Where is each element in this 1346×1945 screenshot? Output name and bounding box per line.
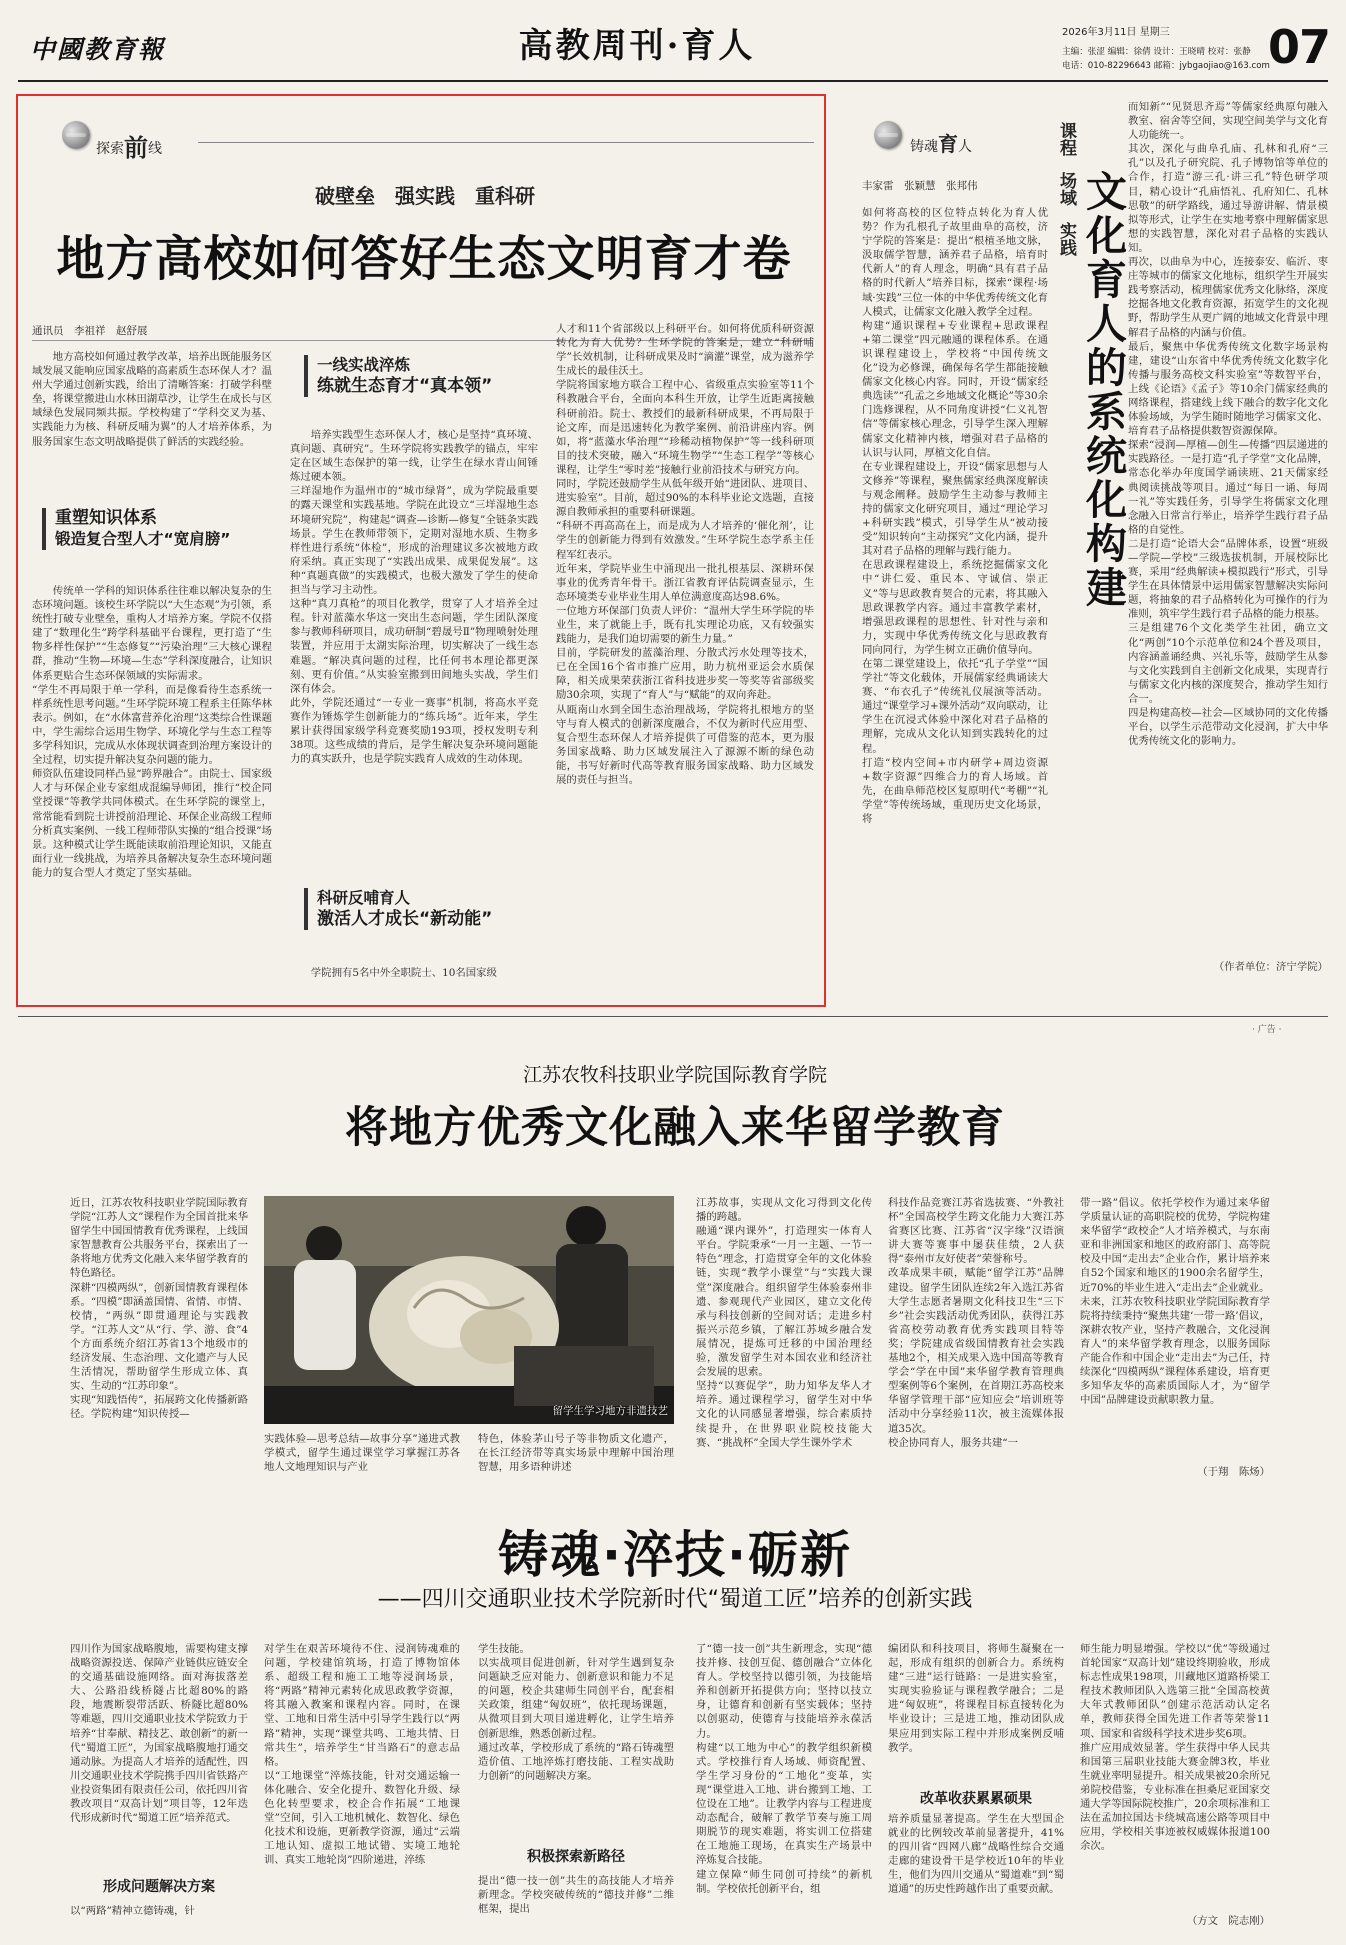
- article-column: [290, 428, 538, 858]
- article-authors: 丰家雷 张颖慧 张邦伟: [862, 180, 978, 192]
- section-title: 高教周刊·育人: [518, 26, 756, 66]
- author-note: （作者单位：济宁学院）: [1213, 961, 1328, 973]
- ad-note: （方文 院志刚）: [1186, 1915, 1270, 1927]
- vertical-kicker: [1056, 122, 1074, 256]
- vertical-kicker-part: 实践: [1056, 222, 1076, 256]
- article-paragraph: 地方高校如何通过教学改革，培养出既能服务区域发展又能响应国家战略的高素质生态环保人才？温州大学通过创新实践，给出了清晰答案：打破学科壁垒，将课堂搬进山水林田湖草沙，让学生在成长与区域绿色发展同频共振。学校构建了“学科交叉为基、实践能力为核、科研反哺为翼”的人才培养体系，为服务国家生态文明战略提供了鲜活的实践经验。: [32, 351, 272, 448]
- article-column: [862, 206, 1048, 996]
- page-number: 07: [1268, 20, 1331, 74]
- article-headline: 地方高校如何答好生态文明育才卷: [56, 231, 792, 287]
- article-paragraph: 学院拥有5名中外全职院士、10名国家级: [310, 967, 497, 979]
- ad-column: [696, 1196, 872, 1476]
- ad-column: [478, 1432, 674, 1476]
- ad-column: [70, 1904, 248, 1922]
- masthead-logo: 中國教育報: [30, 35, 166, 64]
- globe-icon: [62, 121, 90, 149]
- column-tag-part: 线: [148, 141, 162, 157]
- ad-column: [888, 1196, 1064, 1476]
- subhead: [304, 888, 544, 930]
- editors-line: 主编：张涩 编辑：徐倩 设计：王晓晴 校对：张静: [1062, 47, 1251, 57]
- photo-caption: 留学生学习地方非遗技艺: [552, 1405, 668, 1417]
- ad-paragraph: 带一路”倡议。依托学校作为通过来华留学质量认证的高职院校的优势，学院构建来华留学“政校企”人才培养模式，与东南亚和非洲国家和地区的政府部门、高等院校及中国“走出去”企业合作，累计培养来自52个国家和地区的1900余名留学生，近70%的毕业生进入“走出去”企业就业。 未来，江苏农牧科技职业学院国际教育学院将持续秉持“聚焦共建‘一带一路’倡议，深耕农牧产业，坚持产教融合，文化浸润育人”的来华留学教育理念，以服务国际产能合作和中国企业“走出去”为己任，持续深化“四模两纵”课程体系建设，培育更多知华友华的高素质国际人才，为“留学中国”品牌建设贡献职教力量。: [1080, 1197, 1270, 1407]
- photo-scene: [264, 1196, 674, 1424]
- ad-column: [478, 1874, 674, 1924]
- contact-line: 电话：010-82296643 邮箱：jybgaojiao@163.com: [1062, 61, 1270, 71]
- article-column: [32, 350, 272, 488]
- ad-paragraph: 江苏故事，实现从文化习得到文化传播的跨越。 融通“课内课外”，打造理实一体育人平台。学院秉承“一月一主题、一节一特色”理念，打造贯穿全年的文化体验链，实现“教学小课堂”与“实践大课堂”深度融合。组织留学生体验泰州非遗、参观现代产业园区，建立文化传承与科技创新的空间对话；走进乡村振兴示范乡镇，了解江苏城乡融合发展情况，提炼可迁移的中国治理经验，激发留学生对本国农业和经济社会发展的思索。 坚持“以赛促学”，助力知华友华人才培养。通过课程学习，留学生对中华文化的认同感显著增强，综合素质持续提升，在世界职业院校技能大赛、“挑战杯”全国大学生课外学术: [696, 1197, 872, 1449]
- column-tag: [910, 128, 972, 157]
- section-rule: [18, 1016, 1328, 1017]
- ad-paragraph: 以“两路”精神立德铸魂，针: [70, 1905, 195, 1917]
- ad-paragraph: 近日，江苏农牧科技职业学院国际教育学院“江苏人文”课程作为全国首批来华留学生中国国情教育优秀课程，上线国家智慧教育公共服务平台，探索出了一条将地方优秀文化融入来华留学教育的特色路径。 深耕“四模两纵”，创新国情教育课程体系。“四模”即涵盖国情、省情、市情、校情，“两纵”即贯通理论与实践教学。“江苏人文”从“行、学、游、食”4个方面系统介绍江苏省13个地级市的经济发展、生态治理、文化遗产与人民生活情况，帮助留学生形成立体、真实、生动的“江苏印象”。 实现“知践悟传”，拓展跨文化传播新路径。学院构建“知识传授—: [70, 1197, 248, 1421]
- article-paragraph: 如何将高校的区位特点转化为育人优势？作为孔根孔子故里曲阜的高校，济宁学院的答案是：提出“根植圣地文脉，汲取儒学智慧，涵养君子品格，培育时代新人”的育人理念，明确“具有君子品格的时代新人”培养目标，探索“课程·场域·实践”三位一体的中华优秀传统文化育人模式，让儒家文化融入教学全过程。 构建“通识课程+专业课程+思政课程+第二课堂”四元融通的课程体系。在通识课程建设上，学校将“中国传统文化”设为必修课，确保每名学生都能接触儒家文化核心内容。同时，开设“儒家经典选读”“孔孟之乡地域文化概论”等30余门选修课程，从不同角度讲授“仁义礼智信”等儒家核心理念，引导学生深入理解儒家文化精神内核，增强对君子品格的认识与认同，厚植文化自信。 在专业课程建设上，开设“儒家思想与人文修养”等课程，聚焦儒家经典深度解读与观念阐释。鼓励学生主动参与教师主持的儒家文化研究项目，通过“理论学习+科研实践”模式，引导学生从“被动接受”知识转向“主动探究”文化内涵，提升其对君子品格的理解与践行能力。 在思政课程建设上，系统挖掘儒家文化中“讲仁爱、重民本、守诚信、崇正义”等与思政教育契合的元素，将其融入思政课教学内容。通过丰富教学素材，增强思政课程的思想性、针对性与亲和力，实现中华优秀传统文化与思政教育同向同行，为学生树立正确价值导向。 在第二课堂建设上，依托“孔子学堂”“国学社”等文化载体，开展儒家经典诵读大赛、“布衣孔子”传统礼仪展演等活动。通过“课堂学习+课外活动”双向联动，让学生在沉浸式体验中深化对君子品格的理解，完成从文化认知到实践转化的过程。 打造“校内空间+市内研学+周边资源+数字资源”四维合力的育人场域。首先，在曲阜师范校区复原明代“考棚”“礼学堂”等传统场域，重现历史文化场景，将: [862, 207, 1048, 826]
- article-paragraph: 传统单一学科的知识体系往往难以解决复杂的生态环境问题。该校生环学院以“大生态观”为引领，系统性打破专业壁垒，重构人才培养方案。学院不仅搭建了“数理化生”跨学科基础平台课程，更打造了“生物多样性保护”“生态修复”“污染治理”三大核心课程群，推动“生物—环境—生态”学科深度融合，让知识体系更贴合生态环保领域的实际需求。 “学生不再局限于单一学科，而是像看待生态系统一样系统性思考问题。”生环学院环境工程系主任陈华林表示。例如，在“水体富营养化治理”这类综合性课题中，学生需综合运用生物学、环境化学与生态工程等多学科知识，完成从水体现状调查到治理方案设计的全过程，切实提升解决复杂问题的能力。 师资队伍建设同样凸显“跨界融合”。由院士、国家级人才与环保企业专家组成混编导师团，推行“校企同堂授课”等教学共同体模式。在生环学院的课堂上，常常能看到院士讲授前沿理论、环保企业高级工程师分析真实案例、一线工程师带队实操的“组合授课”场景。这种模式让学生既能读取前沿理论知识，又能直面行业一线挑战，为培养具备解决复杂生态环境问题能力的复合型人才奠定了坚实基础。: [32, 585, 272, 879]
- ad-paragraph: 学生技能。 以实战项目促进创新，针对学生遇到复杂问题缺乏应对能力、创新意识和能力不足的问题，校企共建师生同创平台，配套相关政策，组建“匈奴班”，依托现场课题，从微项目到大项目递进孵化，让学生培养创新思维，熟悉创新过程。 通过改革，学校形成了系统的“路石铸魂塑造价值、工地淬炼打磨技能、工程实战助力创新”的问题解决方案。: [478, 1643, 674, 1782]
- subhead: [42, 508, 272, 550]
- vertical-headline: 文化育人的系统化构建: [1079, 170, 1127, 610]
- ad-column: [888, 1642, 1064, 1782]
- column-tag-rule: [198, 142, 814, 143]
- ad-column: [696, 1642, 872, 1924]
- subhead-line: 重塑知识体系: [55, 508, 157, 528]
- ad-column: [264, 1432, 460, 1476]
- ad-subhead: 改革收获累累硕果: [920, 1791, 1032, 1807]
- vertical-kicker-part: 课程: [1056, 122, 1076, 156]
- article-column: [32, 584, 272, 984]
- ad-label: · 广告 ·: [1252, 1025, 1282, 1035]
- article-column: [1128, 100, 1328, 956]
- article-column: [556, 322, 814, 990]
- ad-paragraph: 编团队和科技项目，将师生凝聚在一起，形成有组织的创新合力。系统构建“三进”运行链路：一是进实验室，实现实验验证与课程教学融合；二是进“匈奴班”，将课程目标直接转化为毕业设计；三是进工地，推动团队成果应用到实际工程中并形成案例反哺教学。: [888, 1643, 1064, 1754]
- article-paragraph: 培养实践型生态环保人才，核心是坚持“真环境、真问题、真研究”。生环学院将实践教学的锚点，牢牢定在区域生态保护的第一线，让学生在绿水青山间锤炼过硬本领。 三垟湿地作为温州市的“城市绿肾”，成为学院最重要的露天课堂和实践基地。学院在此设立“三垟湿地生态环境研究院”，构建起“调查—诊断—修复”全链条实践场景。学生在教师带领下，定期对湿地水质、生物多样性进行系统“体检”，形成的治理建议多次被地方政府采纳。真正实现了“实践出成果、成果促发展”。这种“真题真做”的实践模式，也极大激发了学生的使命担当与学习主动性。 这种“真刀真枪”的项目化教学，贯穿了人才培养全过程。针对蓝藻水华这一突出生态问题，学生团队深度参与教师科研项目，成功研制“碧晟号Ⅱ”物理喷射处理装置，并应用于太湖实际治理，切实解决了一线生态难题。“解决真问题的过程，比任何书本理论都更深刻、更有价值。”从实验室搬到田间地头实战，学生们深有体会。 此外，学院还通过“一专业一赛事”机制，将高水平竞赛作为锤炼学生创新能力的“练兵场”。近年来，学生累计获得国家级学科竞赛奖励193项，授权发明专利38项。这些成绩的背后，是学生解决复杂环境问题能力的真实跃升，也是学院实践育人成效的生动体现。: [290, 429, 538, 766]
- ad-supertitle: 江苏农牧科技职业学院国际教育学院: [522, 1064, 827, 1086]
- ad-column: [70, 1642, 248, 1868]
- ad-headline: 将地方优秀文化融入来华留学教育: [345, 1103, 1005, 1153]
- ad-column: [888, 1812, 1064, 1924]
- subhead-line: 科研反哺育人: [317, 889, 411, 907]
- ad-column: [264, 1642, 460, 1924]
- column-tag-emphasis: 前: [124, 133, 148, 162]
- article-paragraph: 而知新”“见贤思齐焉”等儒家经典原句融入教室、宿舍等空间，实现空间美学与文化育人功能统一。 其次，深化与曲阜孔庙、孔林和孔府“三孔”以及孔子研究院、孔子博物馆等单位的合作，打造“游三孔·讲三孔”特色研学项目，精心设计“孔庙悟礼、孔府知仁、孔林思敬”的研学路线，通过导游讲解、情景模拟等形式，让学生在实地考察中理解儒家思想的实践智慧，深化对君子品格的实践认知。 再次，以曲阜为中心，连接泰安、临沂、枣庄等城市的儒家文化地标，组织学生开展实践考察活动，梳理儒家优秀文化脉络，深度挖掘各地文化教育资源，拓宽学生的文化视野，帮助学生从更广阔的地域文化背景中理解君子品格的内涵与价值。 最后，聚焦中华优秀传统文化数字场景构建，建设“山东省中华优秀传统文化数字化传播与服务高校文科实验室”等数智平台，上线《论语》《孟子》等10余门儒家经典的网络课程，搭建线上线下融合的数字化文化体验场域，为学生随时随地学习儒家文化、培育君子品格提供数智资源保障。 探索“浸润—厚植—创生—传播”四层递进的实践路径。一是打造“孔子学堂”文化品牌，常态化举办年度国学诵读班、21天儒家经典阅读挑战等项目。通过“每日一诵、每周一礼”等实践任务，引导学生将儒家文化理念融入日常言行举止，培养学生践行君子品格的自觉性。 二是打造“论语大会”品牌体系，设置“班级—学院—学校”三级选拔机制，开展校际比赛，采用“经典解读+模拟践行”形式，引导学生在具体情景中运用儒家智慧解决实际问题，将抽象的君子品格转化为可操作的行为准则，筑牢学生践行君子品格的能力根基。 三是组建76个文化类学生社团，确立文化“两创”10个示范单位和24个普及项目，内容涵盖诵经典、兴礼乐等，鼓励学生从参与文化实践到自主创新文化成果，实现青行与儒家文化内核的深度契合，推动学生知行合一。 四是构建高校—社会—区域协同的文化传播平台，以学生示范带动文化浸润，扩大中华优秀传统文化的影响力。: [1128, 101, 1328, 748]
- article-kicker: 破壁垒 强实践 重科研: [315, 184, 535, 208]
- subhead-line: 锻造复合型人才“宽肩膀”: [55, 530, 231, 548]
- ad-column: [478, 1642, 674, 1810]
- subhead-line: 练就生态育才“真本领”: [317, 376, 493, 396]
- subhead-line: 一线实战淬炼: [317, 356, 411, 374]
- ad-paragraph: 了“德一技一创”共生新理念，实现“德技并修、技创互促、德创融合”立体化育人。学校坚持以德引领，为技能培养和创新开拓提供方向；坚持以技立身，让德育和创新有坚实载体；坚持以创驱动，使德育与技能培养永葆活力。 构建“以工地为中心”的教学组织新模式。学校推行育人场域、师资配置、学生学习身份的“工地化”变革，实现“课堂进入工地、讲台搬到工地、工位设在工地”。让教学内容与工程进度动态配合，破解了教学节奏与施工周期脱节的现实难题，将实训工位搭建在工地施工现场，在真实生产场景中淬炼复合技能。 建立保障“师生同创可持续”的新机制。学校依托创新平台，组: [696, 1643, 872, 1895]
- ad-subhead: 形成问题解决方案: [103, 1879, 215, 1895]
- ad-paragraph: 特色，体验茅山号子等非物质文化遗产，在长江经济带等真实场景中理解中国治理智慧，用多语种讲述: [478, 1433, 674, 1474]
- article-paragraph: 人才和11个省部级以上科研平台。如何将优质科研资源转化为育人优势？生环学院的答案是，建立“科研哺学”长效机制，让科研成果及时“滴灌”课堂，成为滋养学生成长的最佳沃土。 学院将国家地方联合工程中心、省级重点实验室等11个科教融合平台，全面向本科生开放，让学生近距离接触科研前沿。院士、教授们的最新科研成果，不再局限于论文库，而是迅速转化为教学案例、前沿讲座内容。例如，将“蓝藻水华治理”“珍稀动植物保护”等一线科研项目的技术突破，融入“环境生物学”“生态工程学”等核心课程，让学生“零时差”接触行业前沿技术与研究方向。 同时，学院还鼓励学生从低年级开始“进团队、进项目、进实验室”。目前，超过90%的本科毕业论文选题，直接源自教师承担的重要科研课题。 “科研不再高高在上，而是成为人才培养的‘催化剂’，让学生的创新能力得到有效激发。”生环学院生态学系主任程军红表示。 近年来，学院毕业生中涌现出一批扎根基层、深耕环保事业的优秀青年骨干。浙江省教育评估院调查显示，生态环境类专业毕业生用人单位满意度高达98.6%。 一位地方环保部门负责人评价：“温州大学生环学院的毕业生，来了就能上手，既有扎实理论功底，又有较强实践能力，是我们迫切需要的新生力量。” 目前，学院研发的蓝藻治理、分散式污水处理等技术，已在全国16个省市推广应用，助力杭州亚运会水质保障，相关成果荣获浙江省科技进步奖一等奖等省部级奖励30余项，实现了“育人”与“赋能”的双向奔赴。 从瓯南山水到全国生态治理战场，学院将扎根地方的坚守与育人模式的创新深度融合，不仅为新时代应用型、复合型生态环保人才培养提供了可借鉴的范本，更为服务国家战略、助力区域发展注入了源源不断的绿色动能，书写好新时代高等教育服务国家战略、助力区域发展的责任与担当。: [556, 323, 814, 786]
- ad-paragraph: 对学生在艰苦环境待不住、浸润铸魂难的问题，学校建馆筑场，打造了博物馆体系、超级工程和施工工地等浸润场景，将“两路”精神元素转化成思政教学资源，将其融入教案和课程内容。同时，在课堂、工地和日常生活中引导学生践行以“两路”精神，实现“课堂共鸣、工地共情、日常共生”，培养学生“甘当路石”的意志品格。 以“工地课堂”淬炼技能，针对交通运输一体化融合、安全化提升、数智化升级、绿色化转型要求，校企合作拓展“工地课堂”空间，引入工地机械化、数智化、绿色化技术和设施，更新教学资源，通过“云端工地认知、虚拟工地试错、实境工地轮训、真实工地轮岗”四阶递进，淬练: [264, 1643, 460, 1867]
- column-tag-emphasis: 育: [938, 132, 958, 156]
- ad-column: [1080, 1196, 1270, 1462]
- column-tag-part: 铸魂: [910, 139, 938, 155]
- ad-subhead: 积极探索新路径: [527, 1849, 625, 1865]
- masthead-rule: [18, 80, 1328, 82]
- column-tag-part: 探索: [96, 141, 124, 157]
- ad-column: [1080, 1642, 1270, 1910]
- column-tag: [96, 128, 162, 163]
- article-column: [290, 966, 538, 986]
- vertical-kicker-part: 场域: [1056, 172, 1076, 206]
- ad-paragraph: 四川作为国家战略腹地，需要构建支撑战略资源投送、保障产业链供应链安全的交通基础设施网络。面对海拔落差大、公路沿线桥隧占比超80%的路段，地震断裂带活跃、桥隧比超80%等难题，四川交通职业技术学院致力于培养“甘奉献、精技艺、敢创新”的新一代“蜀道工匠”，为国家战略腹地打通交通动脉。为提高人才培养的适配性，四川交通职业技术学院携手四川省铁路产业投资集团有限责任公司，依托四川省教改项目“双高计划”项目等，12年迭代形成新时代“蜀道工匠”培养范式。: [70, 1643, 248, 1825]
- ad-column: [70, 1196, 248, 1476]
- column-tag-part: 人: [958, 139, 972, 155]
- ad-paragraph: 实践体验—思考总结—故事分享”递进式教学模式，留学生通过课堂学习掌握江苏各地人文地理知识与产业: [264, 1433, 460, 1474]
- article-byline: 通讯员 李祖祥 赵舒展: [32, 325, 148, 337]
- ad-headline: 铸魂·淬技·砺新: [498, 1526, 852, 1584]
- ad-photo: [264, 1196, 674, 1424]
- subhead-line: 激活人才成长“新动能”: [317, 909, 493, 929]
- ad-subtitle: ——四川交通职业技术学院新时代“蜀道工匠”培养的创新实践: [377, 1587, 973, 1612]
- date-line: 2026年3月11日 星期三: [1062, 27, 1170, 38]
- ad-paragraph: 培养质量显著提高。学生在大型国企就业的比例较改革前显著提升，41%的四川省“四网八廊”战略性综合交通走廊的建设骨干是学校近10年的毕业生，他们为四川交通从“蜀道难”到“蜀道通”的历史性跨越作出了重要贡献。: [888, 1813, 1064, 1896]
- subhead: [304, 355, 544, 397]
- ad-note: （于翔 陈炀）: [1197, 1466, 1270, 1478]
- globe-icon: [874, 121, 902, 149]
- ad-paragraph: 师生能力明显增强。学校以“优”等级通过首轮国家“双高计划”建设终期验收，形成标志性成果198项，川藏地区道路桥梁工程技术教师团队入选第三批“全国高校黄大年式教师团队”创建示范活动认定名单，教师获得全国先进工作者等荣誉11项、国家和省级科学技术进步奖6项。 推广应用成效显著。学生获得中华人民共和国第三届职业技能大赛金牌3枚，毕业生就业率明显提升。相关成果被20余所兄弟院校借鉴，专业标准在担桑尼亚国家交通大学等国际院校推广，20余项标准和工法在孟加拉国达卡绕城高速公路等项目中应用，学校相关事迹被权威媒体报道100余次。: [1080, 1643, 1270, 1853]
- ad-paragraph: 提出“德一技一创”共生的高技能人才培养新理念。学校突破传统的“德技并修”二维框架，提出: [478, 1875, 674, 1916]
- ad-paragraph: 科技作品竞赛江苏省选拔赛、“外教社杯”全国高校学生跨文化能力大赛江苏省赛区比赛、江苏省“汉字缘”汉语演讲大赛等赛事中屡获佳绩，2人获得“泰州市友好使者”荣誉称号。 改革成果丰硕，赋能“留学江苏”品牌建设。留学生团队连续2年入选江苏省大学生志愿者暑期文化科技卫生“三下乡”社会实践活动优秀团队，获得江苏省高校劳动教育优秀实践项目特等奖；学院建成省级国情教育社会实践基地2个，相关成果入选中国高等教育学会“学在中国”来华留学教育管理典型案例等6个案例，在首期江苏高校来华留学管理干部“应知应会”培训班等活动中分享经验11次，被主流媒体报道35次。 校企协同育人，服务共建“一: [888, 1197, 1064, 1449]
